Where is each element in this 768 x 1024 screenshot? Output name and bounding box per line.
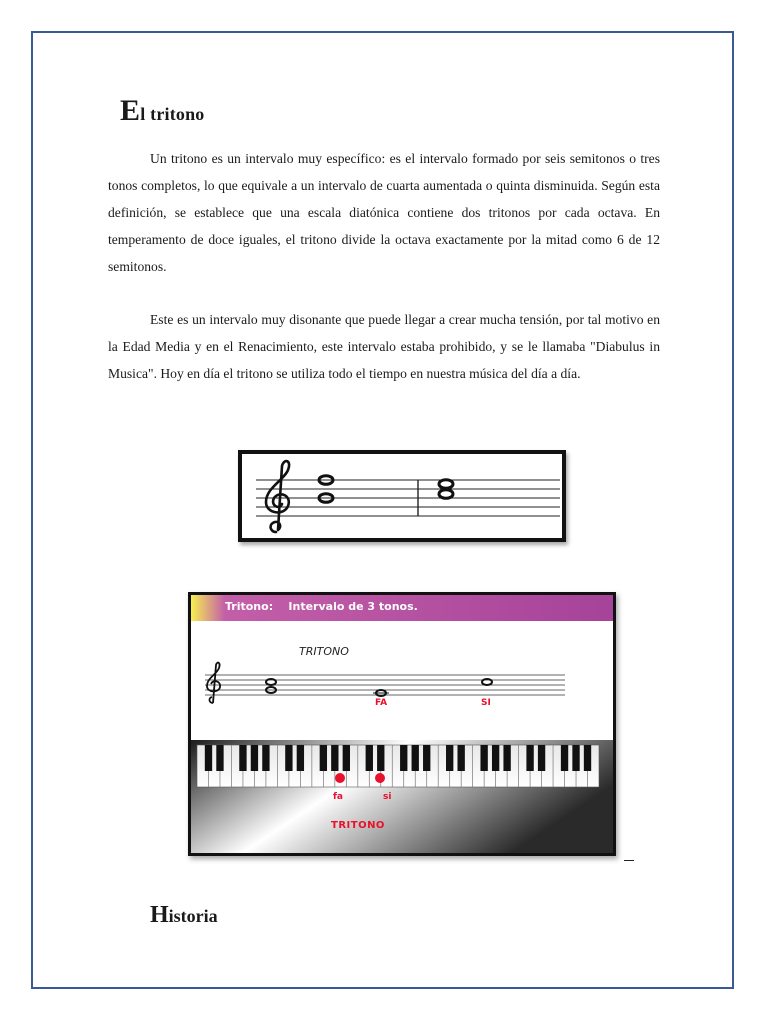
fa-key-marker [335, 773, 345, 783]
section-title-historia [150, 902, 218, 929]
black-key [503, 745, 510, 771]
stray-dash [624, 860, 634, 861]
historia-rest: istoria [168, 906, 218, 926]
black-key [538, 745, 545, 771]
staff-title: TRITONO [299, 645, 349, 658]
black-key [423, 745, 430, 771]
black-key [584, 745, 591, 771]
black-key [297, 745, 304, 771]
paragraph-dissonance: Este es un intervalo muy disonante que puede llegar a crear mucha tensión, por tal motivo en la Edad Media y en el Renacimiento, este intervalo estaba prohibido, y se le llamaba "Diabulus in Musica". Hoy en día el tritono se utiliza todo el tiempo en nuestra música del día a día. [108, 312, 660, 381]
black-key [320, 745, 327, 771]
section-title-tritono [120, 94, 205, 128]
black-key [561, 745, 568, 771]
black-key [216, 745, 223, 771]
piano-keyboard [197, 745, 599, 787]
title-initial: E [120, 94, 141, 127]
tritone-keyboard-figure [188, 592, 616, 856]
black-key [262, 745, 269, 771]
black-key [239, 745, 246, 771]
black-key [526, 745, 533, 771]
title-rest: l tritono [140, 104, 205, 124]
black-key [572, 745, 579, 771]
black-key [377, 745, 384, 771]
historia-initial: H [150, 902, 169, 928]
black-key [412, 745, 419, 771]
banner-text: Tritono: Intervalo de 3 tonos. [225, 600, 418, 613]
tritone-illustration [191, 595, 613, 853]
black-key [251, 745, 258, 771]
banner [191, 595, 613, 621]
black-key [492, 745, 499, 771]
black-key [457, 745, 464, 771]
staff-notation-image [242, 454, 562, 538]
black-key [285, 745, 292, 771]
black-key [480, 745, 487, 771]
bottom-label: TRITONO [331, 820, 385, 831]
note-label-si: SI [481, 698, 491, 708]
black-key [205, 745, 212, 771]
key-label-si: si [383, 792, 392, 802]
staff-figure [238, 450, 566, 542]
black-key [446, 745, 453, 771]
black-key [331, 745, 338, 771]
key-label-fa: fa [333, 792, 343, 802]
si-key-marker [375, 773, 385, 783]
treble-clef-icon [266, 461, 289, 532]
note-label-fa: FA [375, 698, 388, 708]
black-key [343, 745, 350, 771]
black-key [366, 745, 373, 771]
black-key [400, 745, 407, 771]
paragraph-definition: Un tritono es un intervalo muy específico: es el intervalo formado por seis semitonos o tres tonos completos, lo que equivale a un intervalo de cuarta aumentada o quinta disminuida. Según esta definición, se establece que una escala diatónica contiene dos tritonos por cada octava. En temperamento de doce iguales, el tritono divide la octava exactamente por la mitad como 6 de 12 semitonos. [108, 151, 660, 274]
